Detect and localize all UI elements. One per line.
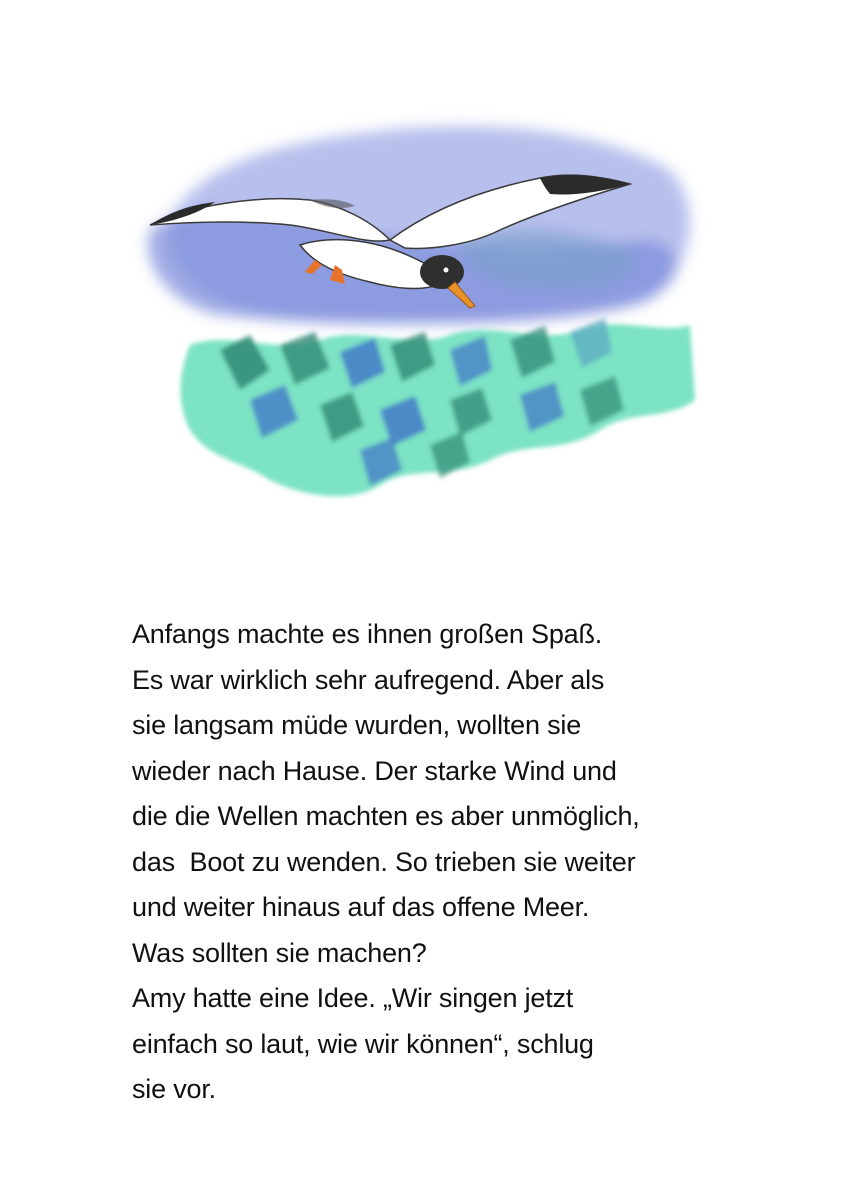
story-line-5: die die Wellen machten es aber unmöglich, bbox=[132, 801, 640, 831]
story-line-2: Es war wirklich sehr aufregend. Aber als bbox=[132, 664, 605, 695]
story-line-1: Anfangs machte es ihnen großen Spaß. bbox=[132, 619, 603, 649]
story-line-3: sie langsam müde wurden, wollten sie bbox=[132, 710, 582, 740]
story-line-10: einfach so laut, wie wir können“, schlug bbox=[132, 1028, 594, 1059]
waves bbox=[181, 318, 695, 496]
story-line-11: sie vor. bbox=[132, 1074, 216, 1104]
story-line-6: das Boot zu wenden. So trieben sie weiter bbox=[132, 846, 636, 877]
seagull-illustration bbox=[130, 100, 710, 530]
story-text bbox=[132, 612, 772, 1113]
story-line-8: Was sollten sie machen? bbox=[132, 937, 427, 968]
story-line-4: wieder nach Hause. Der starke Wind und bbox=[132, 755, 617, 786]
story-line-9: Amy hatte eine Idee. „Wir singen jetzt bbox=[132, 983, 574, 1013]
story-line-7: und weiter hinaus auf das offene Meer. bbox=[132, 892, 590, 922]
